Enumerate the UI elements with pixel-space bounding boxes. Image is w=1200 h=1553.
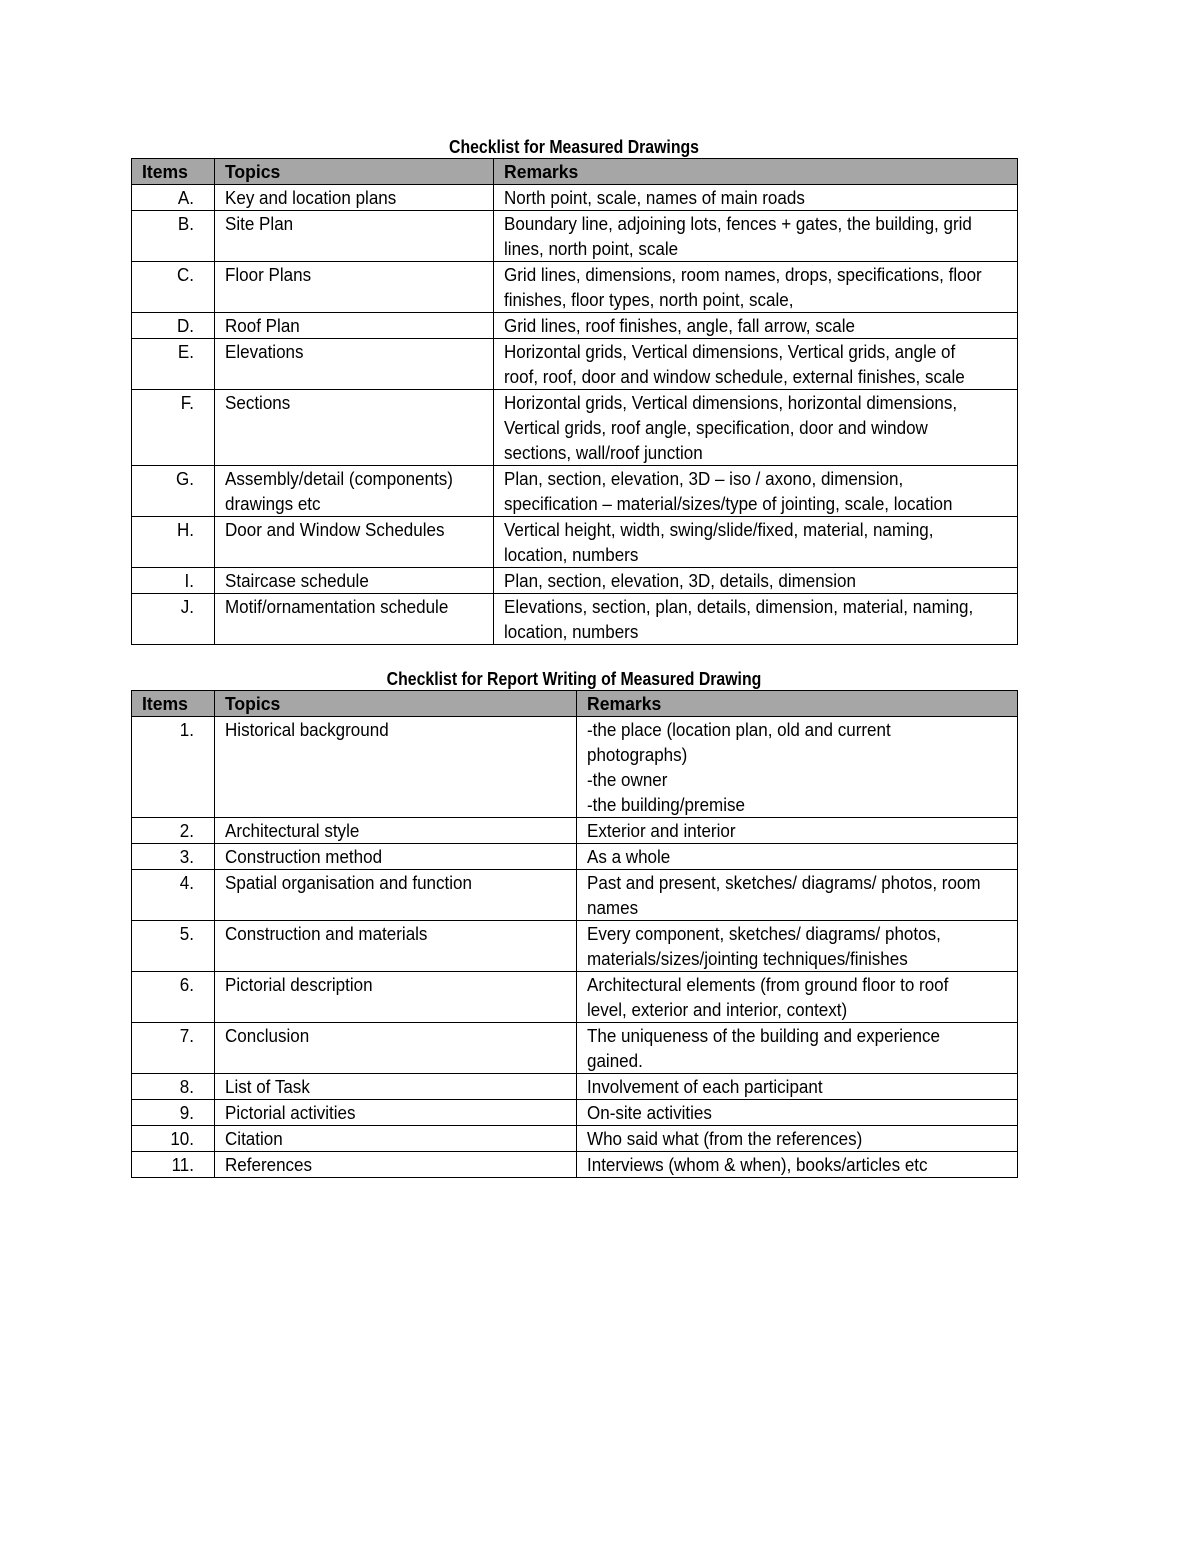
remarks-line: Plan, section, elevation, 3D – iso / axono, dimension,: [504, 468, 904, 489]
remarks-line: Plan, section, elevation, 3D, details, dimension: [504, 570, 856, 591]
remarks-line: Grid lines, dimensions, room names, drops, specifications, floor: [504, 264, 982, 285]
remarks-line: level, exterior and interior, context): [587, 999, 848, 1020]
topic-cell: [215, 211, 494, 262]
topic-cell: [215, 818, 577, 844]
item-cell: 1.: [132, 717, 215, 818]
table-row: [132, 844, 1018, 870]
remarks-cell: [577, 1100, 1018, 1126]
remarks-line: lines, north point, scale: [504, 238, 679, 259]
remarks-line: -the place (location plan, old and current: [587, 719, 891, 740]
item-cell: F.: [132, 390, 215, 466]
item-cell: 4.: [132, 870, 215, 921]
header-items: Items: [132, 159, 215, 185]
topic-cell: [215, 313, 494, 339]
remarks-cell: [577, 717, 1018, 818]
topic-cell: [215, 1126, 577, 1152]
item-cell: H.: [132, 517, 215, 568]
remarks-line: North point, scale, names of main roads: [504, 187, 805, 208]
table-row: [132, 972, 1018, 1023]
topic-line: Assembly/detail (components): [225, 468, 453, 489]
drawings-title: Checklist for Measured Drawings: [448, 137, 700, 157]
item-cell: 2.: [132, 818, 215, 844]
remarks-line: Boundary line, adjoining lots, fences + gates, the building, grid: [504, 213, 972, 234]
table-header-row: [132, 159, 1018, 185]
remarks-line: Every component, sketches/ diagrams/ photos,: [587, 923, 941, 944]
remarks-line: Past and present, sketches/ diagrams/ photos, room: [587, 872, 981, 893]
topic-cell: [215, 466, 494, 517]
topic-line: Conclusion: [225, 1025, 310, 1046]
remarks-cell: [494, 185, 1018, 211]
remarks-line: Architectural elements (from ground floor to roof: [587, 974, 949, 995]
remarks-line: -the building/premise: [587, 794, 745, 815]
table-row: [132, 1023, 1018, 1074]
table-row: [132, 818, 1018, 844]
topic-cell: [215, 517, 494, 568]
remarks-cell: [577, 1023, 1018, 1074]
remarks-line: On-site activities: [587, 1102, 712, 1123]
header-remarks: Remarks: [577, 691, 1018, 717]
topic-cell: [215, 390, 494, 466]
item-cell: J.: [132, 594, 215, 645]
topic-line: Roof Plan: [225, 315, 300, 336]
topic-line: Architectural style: [225, 820, 360, 841]
remarks-cell: [577, 1074, 1018, 1100]
item-cell: D.: [132, 313, 215, 339]
remarks-line: Elevations, section, plan, details, dimension, material, naming,: [504, 596, 974, 617]
remarks-line: Grid lines, roof finishes, angle, fall arrow, scale: [504, 315, 855, 336]
topic-line: Construction and materials: [225, 923, 428, 944]
topic-cell: [215, 568, 494, 594]
remarks-cell: [494, 466, 1018, 517]
remarks-cell: [577, 818, 1018, 844]
remarks-line: Horizontal grids, Vertical dimensions, Vertical grids, angle of: [504, 341, 956, 362]
topic-cell: [215, 1074, 577, 1100]
topic-line: drawings etc: [225, 493, 321, 514]
item-cell: G.: [132, 466, 215, 517]
topic-cell: [215, 1152, 577, 1178]
remarks-line: location, numbers: [504, 544, 639, 565]
topic-line: References: [225, 1154, 313, 1175]
topic-cell: [215, 339, 494, 390]
remarks-line: photographs): [587, 744, 688, 765]
header-topics: Topics: [215, 691, 577, 717]
table-row: [132, 313, 1018, 339]
remarks-cell: [494, 313, 1018, 339]
topic-line: Site Plan: [225, 213, 294, 234]
topic-cell: [215, 262, 494, 313]
table-header-row: [132, 691, 1018, 717]
topic-line: Pictorial activities: [225, 1102, 356, 1123]
topic-line: List of Task: [225, 1076, 310, 1097]
table-row: [132, 211, 1018, 262]
table-row: [132, 1126, 1018, 1152]
remarks-cell: [577, 844, 1018, 870]
topic-cell: [215, 972, 577, 1023]
measured-drawings-table: [131, 158, 1018, 645]
table-row: [132, 390, 1018, 466]
remarks-line: specification – material/sizes/type of jointing, scale, location: [504, 493, 953, 514]
remarks-cell: [577, 1126, 1018, 1152]
topic-line: Key and location plans: [225, 187, 397, 208]
remarks-line: names: [587, 897, 639, 918]
topic-cell: [215, 1100, 577, 1126]
remarks-line: gained.: [587, 1050, 643, 1071]
table-row: [132, 717, 1018, 818]
topic-cell: [215, 185, 494, 211]
topic-line: Construction method: [225, 846, 383, 867]
table-row: [132, 921, 1018, 972]
remarks-cell: [577, 921, 1018, 972]
topic-line: Pictorial description: [225, 974, 373, 995]
topic-line: Elevations: [225, 341, 304, 362]
remarks-line: materials/sizes/jointing techniques/finishes: [587, 948, 908, 969]
item-cell: 3.: [132, 844, 215, 870]
remarks-line: sections, wall/roof junction: [504, 442, 703, 463]
table-row: [132, 1100, 1018, 1126]
remarks-line: The uniqueness of the building and experience: [587, 1025, 940, 1046]
remarks-cell: [494, 517, 1018, 568]
remarks-line: As a whole: [587, 846, 671, 867]
table-row: [132, 185, 1018, 211]
remarks-line: Interviews (whom & when), books/articles etc: [587, 1154, 928, 1175]
table-row: [132, 339, 1018, 390]
remarks-cell: [494, 568, 1018, 594]
table-row: [132, 262, 1018, 313]
item-cell: 8.: [132, 1074, 215, 1100]
table-row: [132, 517, 1018, 568]
remarks-line: Involvement of each participant: [587, 1076, 823, 1097]
topic-line: Historical background: [225, 719, 389, 740]
remarks-line: roof, roof, door and window schedule, external finishes, scale: [504, 366, 965, 387]
table-row: [132, 594, 1018, 645]
table-row: [132, 1074, 1018, 1100]
item-cell: I.: [132, 568, 215, 594]
remarks-cell: [494, 390, 1018, 466]
remarks-cell: [577, 870, 1018, 921]
item-cell: 6.: [132, 972, 215, 1023]
remarks-line: finishes, floor types, north point, scale,: [504, 289, 794, 310]
item-cell: B.: [132, 211, 215, 262]
header-items: Items: [132, 691, 215, 717]
remarks-cell: [494, 262, 1018, 313]
topic-cell: [215, 870, 577, 921]
remarks-line: location, numbers: [504, 621, 639, 642]
topic-cell: [215, 1023, 577, 1074]
topic-cell: [215, 594, 494, 645]
table-row: [132, 870, 1018, 921]
item-cell: C.: [132, 262, 215, 313]
remarks-line: Who said what (from the references): [587, 1128, 863, 1149]
topic-cell: [215, 717, 577, 818]
header-remarks: Remarks: [494, 159, 1018, 185]
topic-line: Sections: [225, 392, 291, 413]
remarks-cell: [494, 594, 1018, 645]
topic-cell: [215, 921, 577, 972]
topic-line: Motif/ornamentation schedule: [225, 596, 449, 617]
remarks-cell: [577, 972, 1018, 1023]
remarks-line: Horizontal grids, Vertical dimensions, horizontal dimensions,: [504, 392, 958, 413]
item-cell: 9.: [132, 1100, 215, 1126]
topic-cell: [215, 844, 577, 870]
item-cell: 7.: [132, 1023, 215, 1074]
remarks-line: Vertical grids, roof angle, specification, door and window: [504, 417, 928, 438]
report-title: Checklist for Report Writing of Measured Drawing: [386, 669, 762, 689]
topic-line: Citation: [225, 1128, 283, 1149]
topic-line: Spatial organisation and function: [225, 872, 472, 893]
table-row: [132, 466, 1018, 517]
header-topics: Topics: [215, 159, 494, 185]
remarks-line: -the owner: [587, 769, 668, 790]
remarks-line: Vertical height, width, swing/slide/fixed, material, naming,: [504, 519, 934, 540]
item-cell: 10.: [132, 1126, 215, 1152]
item-cell: 11.: [132, 1152, 215, 1178]
topic-line: Staircase schedule: [225, 570, 369, 591]
item-cell: A.: [132, 185, 215, 211]
item-cell: 5.: [132, 921, 215, 972]
remarks-cell: [577, 1152, 1018, 1178]
remarks-line: Exterior and interior: [587, 820, 736, 841]
topic-line: Door and Window Schedules: [225, 519, 445, 540]
table-row: [132, 1152, 1018, 1178]
item-cell: E.: [132, 339, 215, 390]
report-writing-table: [131, 690, 1018, 1178]
topic-line: Floor Plans: [225, 264, 312, 285]
remarks-cell: [494, 211, 1018, 262]
remarks-cell: [494, 339, 1018, 390]
table-row: [132, 568, 1018, 594]
